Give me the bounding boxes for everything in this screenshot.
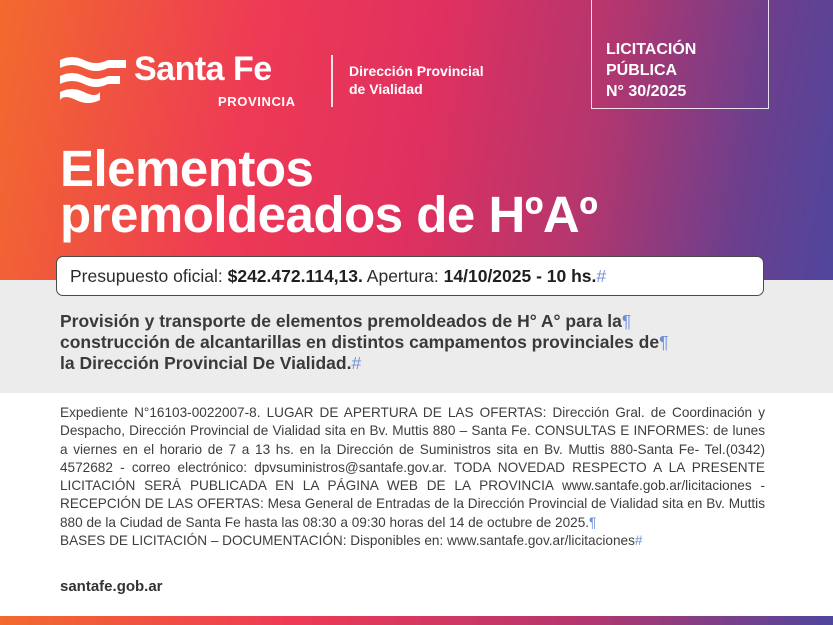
licitacion-number: N° 30/2025 [606,83,687,100]
header-banner [0,0,833,280]
licitacion-box [591,0,769,109]
budget-amount: $242.472.114,13. [227,266,363,286]
budget-box [56,256,764,296]
pilcrow-mark: ¶ [659,332,669,352]
bottom-gradient-bar [0,616,833,625]
page-title [60,140,598,243]
pilcrow-mark: ¶ [589,514,597,530]
provision-line-2: construcción de alcantarillas en distintos campamentos provinciales de¶ [60,332,669,352]
pilcrow-mark: ¶ [621,311,632,331]
details-paragraph: Expediente N°16103-0022007-8. LUGAR DE APERTURA DE LAS OFERTAS: Dirección Gral. de Coordinación y Despacho, Dirección Provincial de Vialidad sita en Bv. Muttis 880 – Santa Fe. CONSULTAS E INFORMES: de lunes a viernes en el horario de 7 a 13 hs. en la Dirección de Suministros sita en Bv. Muttis 880-Santa Fe- Tel.(0342) 4572682 - correo electrónico: dpvsuministros@santafe.gov.ar. TODA NOVEDAD RESPECTO A LA PRESENTE LICITACIÓN SERÁ PUBLICADA EN LA PÁGINA WEB DE LA PROVINCIA www.santafe.gob.ar/licitaciones - RECEPCIÓN DE LAS OFERTAS: Mesa General de Entradas de la Dirección Provincial de Vialidad sita en Bv. Muttis 880 de la Ciudad de Santa Fe hasta las 08:30 a 09:30 horas del 14 de octubre de 2025.¶ [60,405,765,530]
department-name [349,62,519,98]
format-mark: # [351,353,362,373]
title-line-2: premoldeados de HºAº [60,186,598,243]
format-mark: # [596,266,607,286]
format-mark: # [634,533,643,549]
provision-line-1: Provisión y transporte de elementos premoldeados de H° A° para la¶ [60,311,632,331]
bases-paragraph: BASES DE LICITACIÓN – DOCUMENTACIÓN: Disponibles en: www.santafe.gov.ar/licitaciones# [60,533,643,549]
footer-site-link[interactable]: santafe.gob.ar [60,578,163,595]
provision-description [60,311,760,374]
opening-label: Apertura: [366,266,439,286]
header-divider [331,55,333,107]
provision-line-3: la Dirección Provincial De Vialidad.# [60,353,362,373]
budget-label: Presupuesto oficial: [70,266,223,286]
opening-date: 14/10/2025 - 10 hs. [443,266,597,286]
title-line-1: Elementos [60,140,314,197]
department-line-2: de Vialidad [349,81,423,97]
brand-name: Santa Fe [134,50,272,88]
department-line-1: Dirección Provincial [349,63,484,79]
licitacion-line-2: PÚBLICA [606,62,678,79]
body-text [60,404,765,550]
santa-fe-logo-icon [58,52,128,110]
brand-subtitle: PROVINCIA [218,94,296,109]
licitacion-line-1: LICITACIÓN [606,41,697,58]
